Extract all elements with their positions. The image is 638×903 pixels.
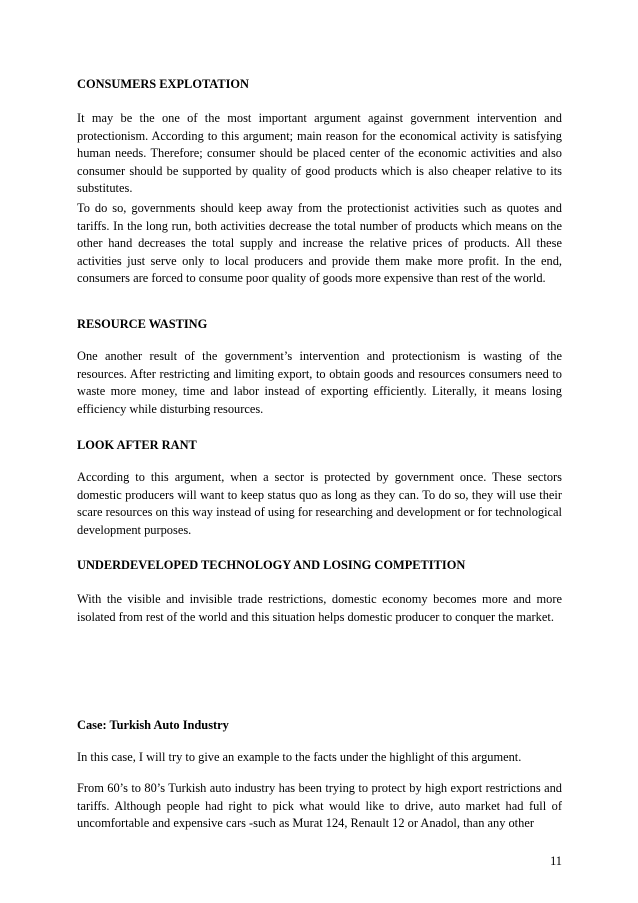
heading-underdeveloped-technology: UNDERDEVELOPED TECHNOLOGY AND LOSING COMPETITION <box>77 558 466 572</box>
heading-consumers-exploitation: CONSUMERS EXPLOTATION <box>77 77 249 91</box>
paragraph: According to this argument, when a sector is protected by government once. These sectors domestic producers will want to keep status quo as long as they can. To do so, they will use their scare resources on this way instead of using for researching and development or for technological development purposes. <box>77 470 562 537</box>
paragraph: It may be the one of the most important argument against government intervention and protectionism. According to this argument; main reason for the economical activity is satisfying human needs. Therefore; consumer should be placed center of the economic activities and also consumer should be supported by quality of good products which is also cheaper relative to its substitutes. <box>77 111 562 196</box>
paragraph: With the visible and invisible trade restrictions, domestic economy becomes more and more isolated from rest of the world and this situation helps domestic producer to conquer the market. <box>77 592 562 624</box>
paragraph: In this case, I will try to give an example to the facts under the highlight of this argument. <box>77 750 522 764</box>
page-number: 11 <box>550 854 562 868</box>
paragraph: From 60’s to 80’s Turkish auto industry has been trying to protect by high export restrictions and tariffs. Although people had right to pick what would like to drive, auto market had full of uncomfortable and expensive cars -such as Murat 124, Renault 12 or Anadol, than any other <box>77 781 562 831</box>
heading-look-after-rant: LOOK AFTER RANT <box>77 438 197 452</box>
paragraph: One another result of the government’s intervention and protectionism is wasting of the resources. After restricting and limiting export, to obtain goods and resources consumers need to waste more money, time and labor instead of exporting efficiently. Literally, it means losing efficiency while disturbing resources. <box>77 349 562 416</box>
heading-case-turkish-auto-industry: Case: Turkish Auto Industry <box>77 718 229 732</box>
heading-resource-wasting: RESOURCE WASTING <box>77 317 208 331</box>
paragraph: To do so, governments should keep away from the protectionist activities such as quotes and tariffs. In the long run, both activities decrease the total number of products which means on the other hand decreases the total supply and increase the relative prices of products. All these activities just serve only to local producers and provide them make more profit. In the end, consumers are forced to consume poor quality of goods more expensive than rest of the world. <box>77 201 562 286</box>
